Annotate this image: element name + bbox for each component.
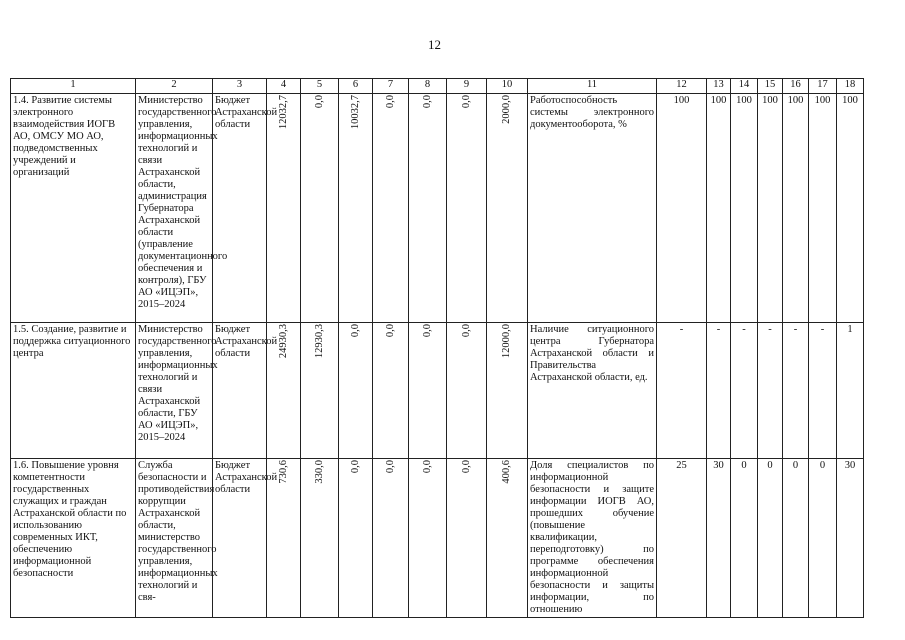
measure-name: 1.4. Развитие системы электронного взаимодействия ИОГВ АО, ОМСУ МО АО, подведомственных учреждений и организаций xyxy=(11,94,136,323)
amount-cell xyxy=(487,459,528,618)
amount-cell xyxy=(409,94,447,323)
amount-value: 0,0 xyxy=(349,460,361,474)
amount-value: 0,0 xyxy=(460,324,472,338)
indicator-value: 0 xyxy=(783,459,809,618)
executor: Министерство государственного управления, информационных технологий и связи Астраханской области, ГБУ АО «ИЦЭП», 2015–2024 xyxy=(136,323,213,459)
amount-cell xyxy=(447,323,487,459)
column-header: 9 xyxy=(447,79,487,94)
amount-cell xyxy=(301,459,339,618)
table-row xyxy=(11,323,864,459)
indicator-value: 1 xyxy=(837,323,864,459)
indicator-value: 100 xyxy=(837,94,864,323)
amount-cell xyxy=(373,459,409,618)
indicator-value: 100 xyxy=(809,94,837,323)
amount-value: 730,6 xyxy=(277,460,289,484)
indicator-value: 0 xyxy=(758,459,783,618)
column-header: 16 xyxy=(783,79,809,94)
amount-value: 12930,3 xyxy=(313,324,325,359)
indicator-value: 0 xyxy=(731,459,758,618)
indicator-value: 100 xyxy=(758,94,783,323)
indicator-value: - xyxy=(731,323,758,459)
amount-value: 0,0 xyxy=(421,95,433,109)
amount-value: 0,0 xyxy=(313,95,325,109)
amount-value: 2000,0 xyxy=(501,95,512,124)
indicator-value: 100 xyxy=(707,94,731,323)
column-header: 1 xyxy=(11,79,136,94)
column-header: 13 xyxy=(707,79,731,94)
column-header: 2 xyxy=(136,79,213,94)
amount-value: 0,0 xyxy=(384,95,396,109)
amount-cell xyxy=(373,323,409,459)
indicator: Доля специалистов по информационной безопасности и защите информации ИОГВ АО, прошедших обучение (повышение квалификации, переподготовку) по программе обеспечения информационной безопасности и защиты информации, по отношению xyxy=(528,459,657,618)
column-header: 7 xyxy=(373,79,409,94)
indicator-value: - xyxy=(707,323,731,459)
indicator-value: 25 xyxy=(657,459,707,618)
amount-value: 0,0 xyxy=(421,324,433,338)
amount-cell xyxy=(447,459,487,618)
amount-value: 24930,3 xyxy=(277,324,289,359)
indicator-value: - xyxy=(758,323,783,459)
amount-value: 400,6 xyxy=(501,460,512,484)
table-row xyxy=(11,94,864,323)
amount-value: 0,0 xyxy=(384,460,396,474)
executor: Служба безопасности и противодействия коррупции Астраханской области, министерство государственного управления, информационных технологий и свя- xyxy=(136,459,213,618)
amount-cell xyxy=(301,323,339,459)
column-header: 5 xyxy=(301,79,339,94)
funding-source: Бюджет Астраханской области xyxy=(213,459,267,618)
executor: Министерство государственного управления, информационных технологий и связи Астраханской области, администрация Губернатора Астраханской области (управление документационного обеспечения и контроля), ГБУ АО «ИЦЭП», 2015–2024 xyxy=(136,94,213,323)
measure-name: 1.5. Создание, развитие и поддержка ситуационного центра xyxy=(11,323,136,459)
column-header: 4 xyxy=(267,79,301,94)
amount-cell xyxy=(409,459,447,618)
indicator-value: 30 xyxy=(707,459,731,618)
amount-cell xyxy=(373,94,409,323)
column-header: 12 xyxy=(657,79,707,94)
column-header: 14 xyxy=(731,79,758,94)
amount-cell xyxy=(487,94,528,323)
amount-cell xyxy=(447,94,487,323)
amount-value: 0,0 xyxy=(460,95,472,109)
column-header: 15 xyxy=(758,79,783,94)
amount-value: 12032,7 xyxy=(277,95,289,130)
indicator-value: 100 xyxy=(657,94,707,323)
funding-source: Бюджет Астраханской области xyxy=(213,94,267,323)
measure-name: 1.6. Повышение уровня компетентности государственных служащих и граждан Астраханской области по использованию современных ИКТ, обеспечению информационной безопасности xyxy=(11,459,136,618)
amount-cell xyxy=(487,323,528,459)
indicator-value: - xyxy=(809,323,837,459)
page-number: 12 xyxy=(428,37,441,52)
amount-cell xyxy=(339,323,373,459)
column-header: 6 xyxy=(339,79,373,94)
amount-cell xyxy=(339,459,373,618)
indicator: Наличие ситуационного центра Губернатора Астраханской области и Правительства Астраханской области, ед. xyxy=(528,323,657,459)
amount-value: 0,0 xyxy=(384,324,396,338)
indicator-value: 30 xyxy=(837,459,864,618)
column-header: 11 xyxy=(528,79,657,94)
indicator-value: 100 xyxy=(783,94,809,323)
program-table xyxy=(10,78,864,618)
indicator-value: - xyxy=(657,323,707,459)
amount-value: 10032,7 xyxy=(349,95,361,130)
amount-cell xyxy=(301,94,339,323)
amount-value: 0,0 xyxy=(349,324,361,338)
amount-cell xyxy=(267,94,301,323)
amount-value: 12000,0 xyxy=(501,324,512,359)
amount-cell xyxy=(409,323,447,459)
amount-value: 0,0 xyxy=(421,460,433,474)
indicator-value: - xyxy=(783,323,809,459)
indicator-value: 100 xyxy=(731,94,758,323)
column-header: 10 xyxy=(487,79,528,94)
amount-cell xyxy=(339,94,373,323)
header-row xyxy=(11,79,864,94)
funding-source: Бюджет Астраханской области xyxy=(213,323,267,459)
amount-value: 0,0 xyxy=(460,460,472,474)
column-header: 18 xyxy=(837,79,864,94)
column-header: 8 xyxy=(409,79,447,94)
indicator: Работоспособность системы электронного документооборота, % xyxy=(528,94,657,323)
indicator-value: 0 xyxy=(809,459,837,618)
table-row xyxy=(11,459,864,618)
column-header: 17 xyxy=(809,79,837,94)
column-header: 3 xyxy=(213,79,267,94)
amount-value: 330,0 xyxy=(313,460,325,484)
